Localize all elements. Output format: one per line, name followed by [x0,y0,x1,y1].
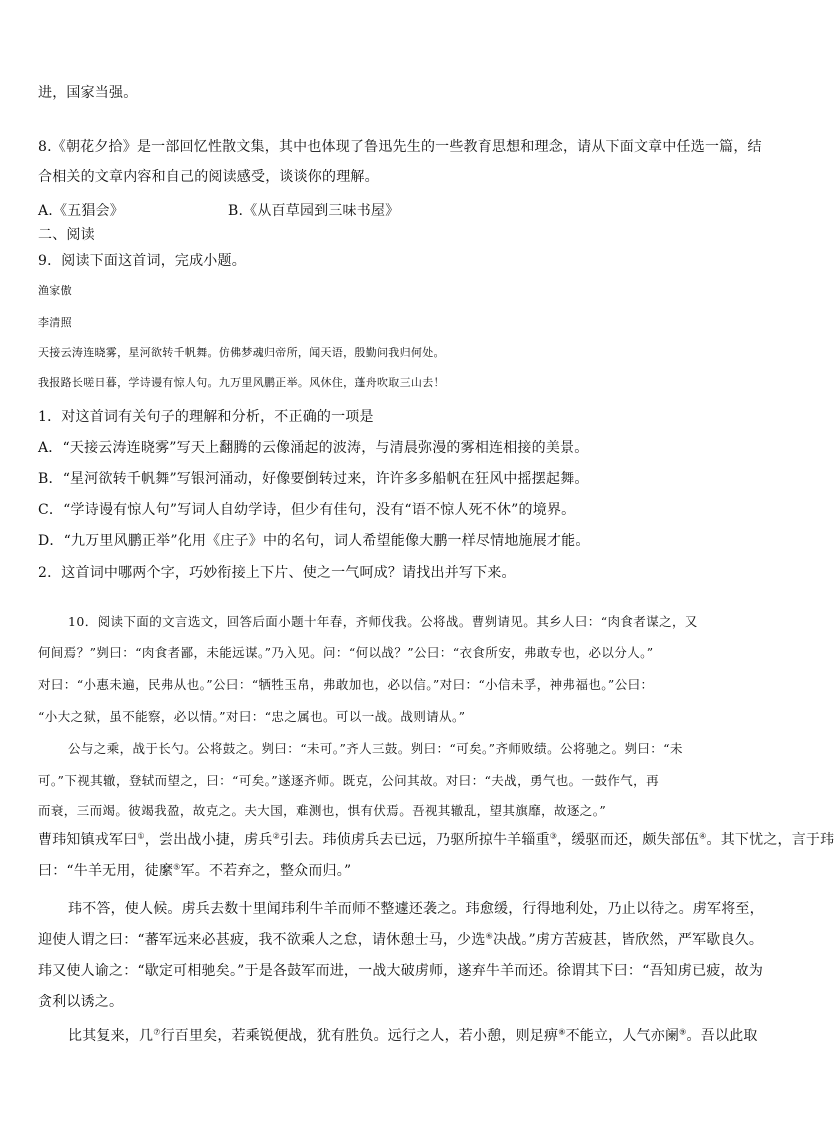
question-10-line: 10．阅读下面的文言选文，回答后面小题十年春，齐师伐我。公将战。曹刿请见。其乡人曰：“肉食者谋之，又 [68,614,698,629]
classical-text-line: “小大之狱，虽不能察，必以情。”对曰：“忠之属也。可以一战。战则请从。” [38,709,466,724]
question-8-line: 8.《朝花夕拾》是一部回忆性散文集，其中也体现了鲁迅先生的一些教育思想和理念，请从下面文章中任选一篇，结 [38,139,762,155]
subquestion-1: 1．对这首词有关句子的理解和分析，不正确的一项是 [38,409,374,425]
passage-line: 比其复来，几⑦行百里矣，若乘锐便战，犹有胜负。远行之人，若小憩，则足痹⑧不能立，人气亦阑⑨。吾以此取 [68,1027,758,1044]
choice-b: B．“星河欲转千帆舞”写银河涌动，好像要倒转过来，许许多多船帆在狂风中摇摆起舞。 [38,471,589,487]
passage-line: 曹玮知镇戎军曰①，尝出战小捷，虏兵②引去。玮侦虏兵去已远，乃驱所掠牛羊辎重③，缓驱而还，颇失部伍④。其下忧之，言于玮 [38,831,834,848]
classical-text-line: 对曰：“小惠未遍，民弗从也。”公曰：“牺牲玉帛，弗敢加也，必以信。”对曰：“小信未孚，神弗福也。”公曰： [38,677,654,692]
choice-c: C．“学诗谩有惊人句”写词人自幼学诗，但少有佳句，没有“语不惊人死不休”的境界。 [38,502,576,518]
poem-line: 天接云涛连晓雾，星河欲转千帆舞。仿佛梦魂归帝所，闻天语，殷勤问我归何处。 [38,346,445,359]
choice-a: A．“天接云涛连晓雾”写天上翻腾的云像涌起的波涛，与清晨弥漫的雾相连相接的美景。 [38,440,589,456]
subquestion-2: 2．这首词中哪两个字，巧妙衔接上下片、使之一气呵成？请找出并写下来。 [38,565,516,581]
passage-line: 曰：“牛羊无用，徒縻⑤军。不若弃之，整众而归。” [38,862,352,879]
question-9-title: 9．阅读下面这首词，完成小题。 [38,253,246,269]
passage-line: 贪利以诱之。 [38,994,124,1010]
passage-line: 迎使人谓之曰：“蕃军远来必甚疲，我不欲乘人之怠，请休憩士马，少选⑥决战。”虏方苦疲甚，皆欣然，严军歇良久。 [38,931,764,948]
text-line: 进，国家当强。 [38,85,138,101]
option-a: A.《五猖会》 [38,203,124,219]
poem-line: 我报路长嗟日暮，学诗谩有惊人句。九万里风鹏正举。风休住，蓬舟吹取三山去！ [38,376,445,389]
option-b: B.《从百草园到三味书屋》 [228,203,400,219]
classical-text-line: 而衰，三而竭。彼竭我盈，故克之。夫大国，难测也，惧有伏焉。吾视其辙乱，望其旗靡，故逐之。” [38,803,607,818]
section-heading: 二、阅读 [38,227,95,243]
poem-author: 李清照 [38,316,72,329]
question-8-line: 合相关的文章内容和自己的阅读感受，谈谈你的理解。 [38,169,379,185]
classical-text-line: 可。”下视其辙，登轼而望之，曰：“可矣。”遂逐齐师。既克，公问其故。对曰：“夫战，勇气也。一鼓作气，再 [38,773,659,788]
poem-title: 渔家傲 [38,284,72,297]
passage-line: 玮不答，使人候。虏兵去数十里闻玮利牛羊而师不整遽还袭之。玮愈缓，行得地利处，乃止以待之。虏军将至， [68,901,764,917]
passage-line: 玮又使人谕之：“歇定可相驰矣。”于是各鼓军而进，一战大破虏师，遂弃牛羊而还。徐谓其下曰：“吾知虏已疲，故为 [38,963,764,979]
classical-text-line: 何间焉？”刿曰：“肉食者鄙，未能远谋。”乃入见。问：“何以战？”公曰：“衣食所安，弗敢专也，必以分人。” [38,645,654,660]
classical-text-line: 公与之乘，战于长勺。公将鼓之。刿曰：“未可。”齐人三鼓。刿曰：“可矣。”齐师败绩。公将驰之。刿曰：“未 [68,741,683,756]
choice-d: D．“九万里风鹏正举”化用《庄子》中的名句，词人希望能像大鹏一样尽情地施展才能。 [38,533,590,549]
